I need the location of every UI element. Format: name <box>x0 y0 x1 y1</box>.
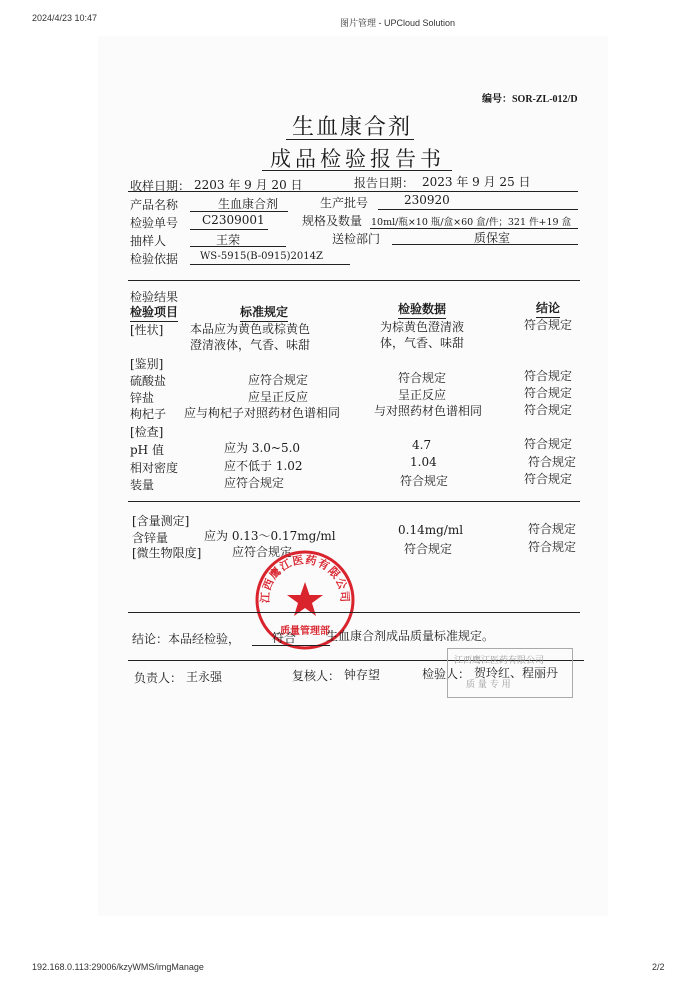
result-goji: 符合规定 <box>524 403 573 417</box>
department-value: 质保室 <box>474 231 511 245</box>
standard-density: 应不低于 1.02 <box>224 459 303 473</box>
data-ph: 4.7 <box>412 438 432 452</box>
data-zinc-content: 0.14mg/ml <box>398 523 464 537</box>
data-sulfate: 符合规定 <box>398 371 447 385</box>
result-zinc-salt: 符合规定 <box>524 386 573 400</box>
column-header-conclusion: 结论 <box>536 299 560 318</box>
column-header-item: 检验项目 <box>130 303 178 322</box>
item-microbial-limit: [微生物限度] <box>132 546 202 560</box>
batch-value: 230920 <box>404 193 450 207</box>
inspection-number-underline <box>190 229 268 230</box>
result-microbial-limit: 符合规定 <box>528 540 577 554</box>
document-subtitle: 成品检验报告书 <box>270 147 445 171</box>
sampler-value: 王荣 <box>216 233 241 247</box>
document-title: 生血康合剂 <box>292 115 413 140</box>
item-density: 相对密度 <box>130 461 179 475</box>
basis-label: 检验依据 <box>130 252 179 266</box>
result-ph: 符合规定 <box>524 437 573 451</box>
conclusion-label: 结论：本品经检验， <box>132 632 241 646</box>
stamp-org-text: 江西鹰江医药有限公司 <box>258 553 352 604</box>
data-density: 1.04 <box>410 455 437 469</box>
product-name-value: 生血康合剂 <box>218 197 279 211</box>
standard-microbial-limit: 应符合规定 <box>232 545 293 559</box>
conclusion-verdict: 符合 <box>272 631 297 645</box>
standard-goji: 应与枸杞子对照药材色谱相同 <box>184 406 341 420</box>
column-header-standard: 标准规定 <box>240 303 288 322</box>
item-zinc-salt: 锌盐 <box>130 391 155 405</box>
inspector-name: 贺玲红、程丽丹 <box>474 666 559 680</box>
inspection-number-value: C2309001 <box>202 213 265 227</box>
result-zinc-content: 符合规定 <box>528 522 577 536</box>
spec-value: 10ml/瓶×10 瓶/盒×60 盒/件；321 件+19 盒 <box>371 217 572 228</box>
header-rule <box>128 191 578 192</box>
data-goji: 与对照药材色谱相同 <box>374 404 483 418</box>
department-label: 送检部门 <box>332 232 381 246</box>
item-sulfate: 硫酸盐 <box>130 374 167 388</box>
document-code: 编号：SOR-ZL-012/D <box>482 94 578 105</box>
standard-ph: 应为 3.0~5.0 <box>224 441 301 455</box>
standard-zinc-content: 应为 0.13～0.17mg/ml <box>204 529 336 543</box>
responsible-label: 负责人： <box>134 671 183 685</box>
basis-value: WS-5915(B-0915)2014Z <box>200 251 323 262</box>
title-underline <box>286 139 414 140</box>
reviewer-name: 钟存望 <box>344 668 381 682</box>
department-underline <box>392 244 578 245</box>
subtitle-underline <box>262 170 452 171</box>
results-label: 检验结果 <box>130 290 179 304</box>
results-middle-rule <box>128 501 580 502</box>
print-url: 192.168.0.113:29006/kzyWMS/imgManage <box>32 962 204 972</box>
data-volume: 符合规定 <box>400 474 449 488</box>
sampler-underline <box>190 246 286 247</box>
standard-appearance-line1: 本品应为黄色或棕黄色 <box>190 322 311 336</box>
conclusion-underline <box>252 645 330 646</box>
inspector-label: 检验人： <box>422 667 471 681</box>
responsible-name: 王永强 <box>186 670 223 684</box>
stamp-star-icon <box>287 582 323 616</box>
data-microbial-limit: 符合规定 <box>404 542 453 556</box>
item-ph: pH 值 <box>130 443 164 457</box>
data-appearance-line2: 体，气香、味甜 <box>380 336 465 350</box>
stamp-dept-text: 质量管理部 <box>280 626 330 637</box>
quality-seal-box <box>447 648 573 698</box>
inspection-number-label: 检验单号 <box>130 216 179 230</box>
product-underline <box>190 211 288 212</box>
sampler-label: 抽样人 <box>130 234 167 248</box>
results-top-rule <box>128 280 580 281</box>
batch-label: 生产批号 <box>320 196 369 210</box>
section-assay: [含量测定] <box>132 514 190 528</box>
sample-date-value: 2203 年 9 月 20 日 <box>194 178 303 192</box>
data-appearance-line1: 为棕黄色澄清液 <box>380 320 465 334</box>
reviewer-label: 复核人： <box>292 669 341 683</box>
sample-date-label: 收样日期： <box>130 179 191 193</box>
quality-seal-line2: 质 量 专 用 <box>466 680 511 690</box>
print-page-title: 图片管理 - UPCloud Solution <box>340 18 456 28</box>
result-sulfate: 符合规定 <box>524 369 573 383</box>
print-page-number: 2/2 <box>652 962 665 972</box>
report-date-value: 2023 年 9 月 25 日 <box>422 175 531 189</box>
result-volume: 符合规定 <box>524 472 573 486</box>
column-header-data: 检验数据 <box>398 300 446 319</box>
quality-seal-line1: 江西鹰江医药有限公司 <box>454 656 545 666</box>
product-name-label: 产品名称 <box>130 198 179 212</box>
standard-appearance-line2: 澄清液体，气香、味甜 <box>190 338 311 352</box>
print-datetime: 2024/4/23 10:47 <box>32 13 98 23</box>
report-date-label: 报告日期： <box>354 176 415 190</box>
results-bottom-rule <box>128 612 580 613</box>
standard-zinc-salt: 应呈正反应 <box>248 390 309 404</box>
basis-underline <box>190 264 350 265</box>
item-goji: 枸杞子 <box>130 407 167 421</box>
result-appearance: 符合规定 <box>524 318 573 332</box>
standard-volume: 应符合规定 <box>224 476 285 490</box>
standard-sulfate: 应符合规定 <box>248 373 309 387</box>
item-volume: 装量 <box>130 478 155 492</box>
data-zinc-salt: 呈正反应 <box>398 388 447 402</box>
section-inspection: [检查] <box>130 425 164 439</box>
result-density: 符合规定 <box>528 455 577 469</box>
section-identification: [鉴别] <box>130 357 164 371</box>
item-zinc-content: 含锌量 <box>132 531 169 545</box>
spec-label: 规格及数量 <box>302 214 363 228</box>
batch-underline <box>378 209 578 210</box>
conclusion-text: 生血康合剂成品质量标准规定。 <box>326 629 495 643</box>
item-appearance: [性状] <box>130 323 164 337</box>
